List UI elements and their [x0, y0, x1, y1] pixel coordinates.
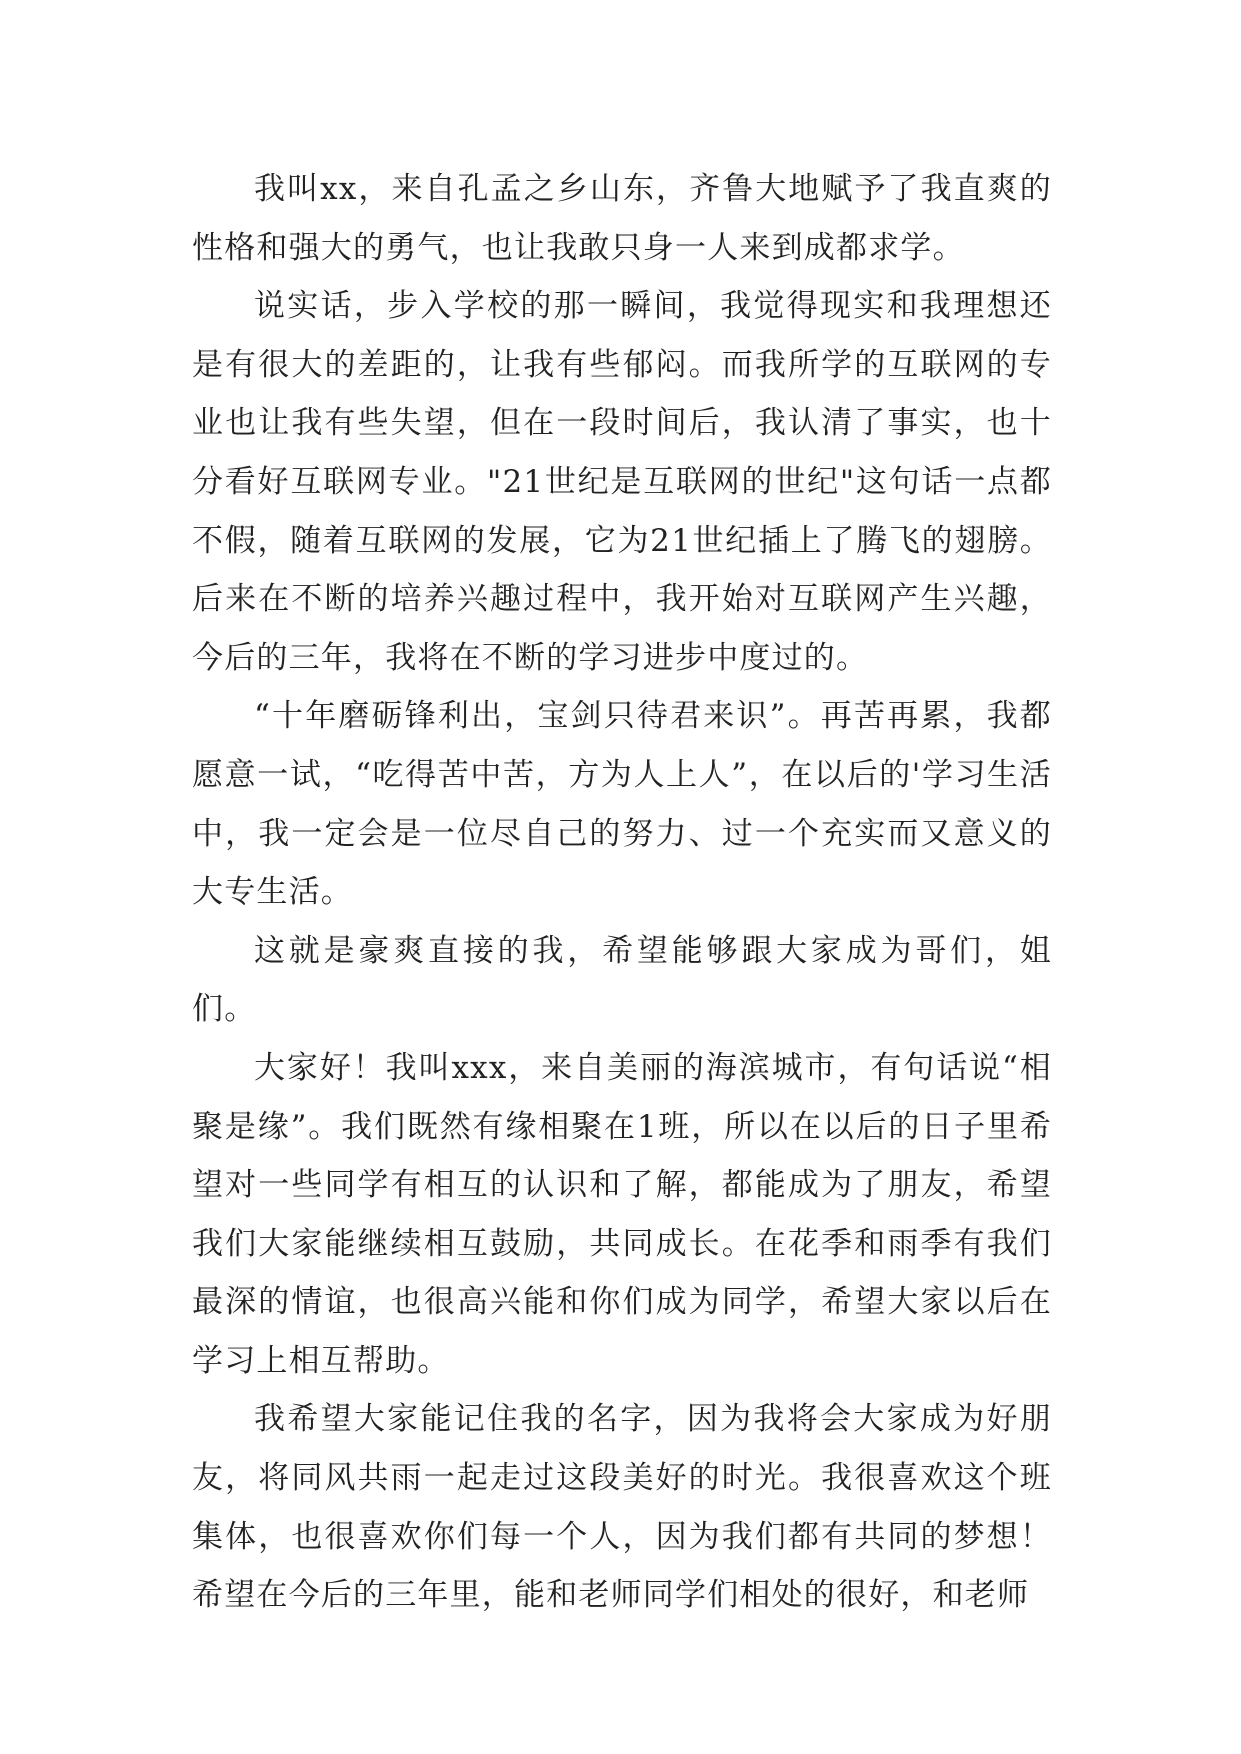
paragraph-greeting: 大家好！我叫xxx，来自美丽的海滨城市，有句话说“相聚是缘”。我们既然有缘相聚在1班，所以在以后的日子里希望对一些同学有相互的认识和了解，都能成为了朋友，希望我们大家能继续相互鼓励，共同成长。在花季和雨季有我们最深的情谊，也很高兴能和你们成为同学，希望大家以后在学习上相互帮助。: [192, 1049, 1052, 1379]
paragraph-intro: 我叫xx，来自孔孟之乡山东，齐鲁大地赋予了我直爽的性格和强大的勇气，也让我敢只身一人来到成都求学。: [192, 171, 1052, 266]
paragraph-hope: 我希望大家能记住我的名字，因为我将会大家成为好朋友，将同风共雨一起走过这段美好的时光。我很喜欢这个班集体，也很喜欢你们每一个人，因为我们都有共同的梦想！希望在今后的三年里，能和老师同学们相处的很好，和老师: [192, 1401, 1052, 1614]
paragraph-school: 说实话，步入学校的那一瞬间，我觉得现实和我理想还是有很大的差距的，让我有些郁闷。而我所学的互联网的专业也让我有些失望，但在一段时间后，我认清了事实，也十分看好互联网专业。"21世纪是互联网的世纪"这句话一点都不假，随着互联网的发展，它为21世纪插上了腾飞的翅膀。后来在不断的培养兴趣过程中，我开始对互联网产生兴趣，今后的三年，我将在不断的学习进步中度过的。: [192, 288, 1052, 676]
paragraph-closing: 这就是豪爽直接的我，希望能够跟大家成为哥们，姐们。: [192, 932, 1052, 1028]
document-body: [192, 160, 1052, 1625]
paragraph-motto: “十年磨砺锋利出，宝剑只待君来识”。再苦再累，我都愿意一试，“吃得苦中苦，方为人上人”，在以后的'学习生活中，我一定会是一位尽自己的努力、过一个充实而又意义的大专生活。: [192, 698, 1052, 911]
